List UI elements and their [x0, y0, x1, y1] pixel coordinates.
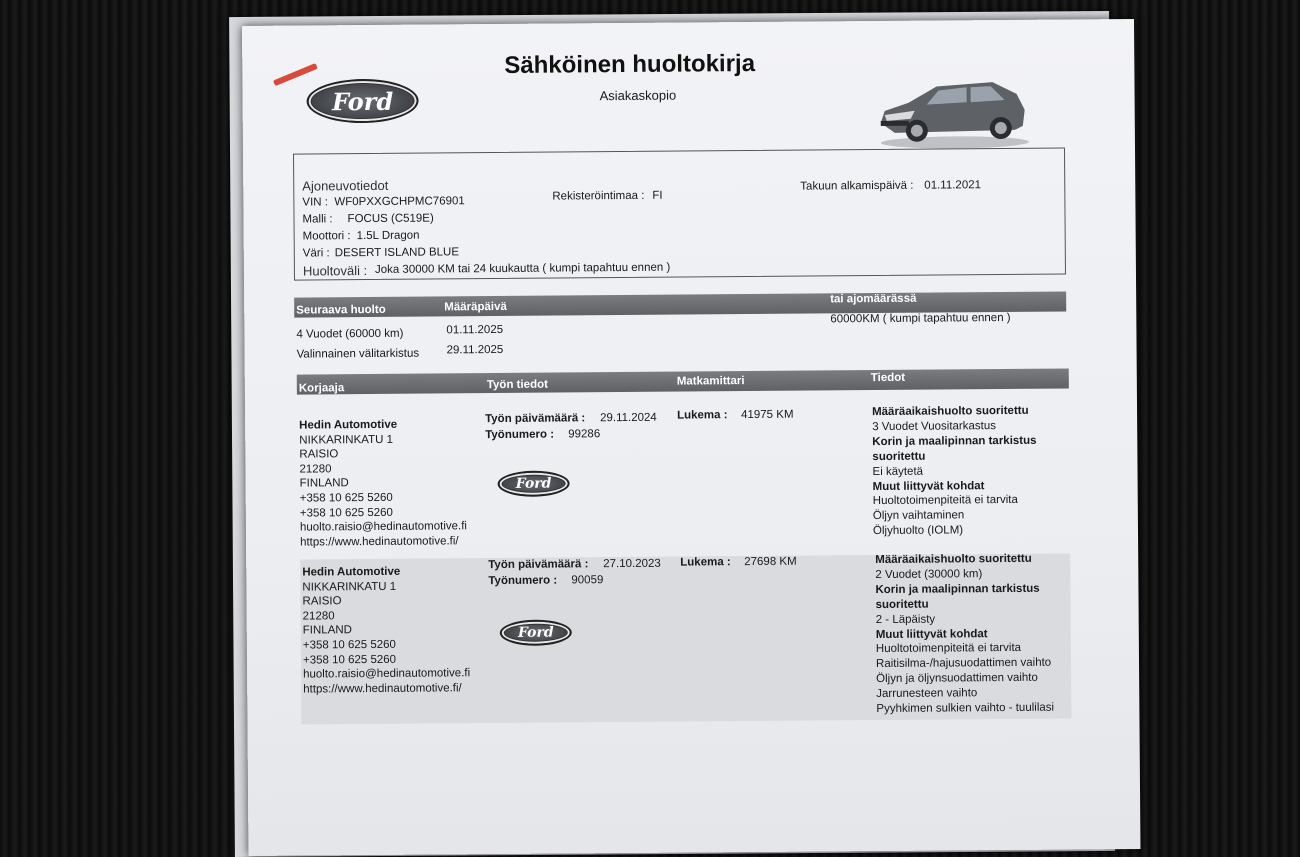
- dealer-postcode: 21280: [302, 610, 335, 623]
- dealer-city: RAISIO: [302, 595, 342, 608]
- detail-line: Korin ja maalipinnan tarkistus: [875, 582, 1040, 596]
- dealer-website: https://www.hedinautomotive.fi/: [303, 682, 462, 696]
- detail-line: Muut liittyvät kohdat: [872, 479, 985, 493]
- odometer-value: 41975 KM: [741, 408, 794, 422]
- dealer-phone-2: +358 10 625 5260: [302, 653, 397, 667]
- work-number-value: 99286: [568, 428, 601, 441]
- dealer-postcode: 21280: [299, 463, 332, 476]
- detail-line: Ei käytetä: [872, 465, 924, 478]
- history-col-odometer: Matkamittari: [676, 375, 745, 388]
- dealer-phone-2: +358 10 625 5260: [299, 506, 393, 520]
- detail-line: Raitisilma-/hajusuodattimen vaihto: [875, 657, 1052, 671]
- detail-line: Jarrunesteen vaihto: [876, 687, 978, 701]
- dealer-city: RAISIO: [299, 448, 339, 461]
- detail-line: Öljyhuolto (IOLM): [872, 524, 964, 538]
- color-label: Väri :: [302, 247, 330, 260]
- engine-label: Moottori :: [302, 230, 351, 243]
- detail-line: suoritettu: [875, 598, 929, 611]
- odometer-value: 27698 KM: [744, 555, 797, 569]
- dealer-street: NIKKARINKATU 1: [299, 433, 394, 447]
- next-service-row-1-name: 4 Vuodet (60000 km): [296, 327, 404, 341]
- detail-line: Öljyn vaihtaminen: [872, 509, 965, 523]
- country-label: Rekisteröintimaa :: [552, 189, 645, 203]
- history-entry-2-details: [875, 552, 1054, 717]
- history-entry-1-details: [872, 404, 1037, 539]
- car-illustration-icon: [874, 70, 1035, 151]
- detail-line: Huoltotoimenpiteitä ei tarvita: [875, 642, 1022, 656]
- dealer-name: Hedin Automotive: [299, 418, 398, 432]
- next-service-col-3: tai ajomäärässä: [830, 292, 917, 306]
- history-col-work: Työn tiedot: [486, 378, 548, 392]
- detail-line: Muut liittyvät kohdat: [875, 627, 988, 641]
- dealer-street: NIKKARINKATU 1: [302, 580, 397, 594]
- history-col-dealer: Korjaaja: [298, 382, 345, 395]
- dealer-website: https://www.hedinautomotive.fi/: [300, 535, 459, 549]
- page-title: Sähköinen huoltokirja: [504, 49, 756, 79]
- vehicle-section-title: Ajoneuvotiedot: [302, 177, 389, 194]
- interval-label: Huoltoväli :: [302, 263, 368, 279]
- detail-line: Öljyn ja öljynsuodattimen vaihto: [876, 672, 1038, 686]
- next-service-col-2: Määräpäivä: [444, 300, 507, 314]
- next-service-row-2-date: 29.11.2025: [446, 343, 504, 357]
- detail-line: Pyyhkimen sulkien vaihto - tuulilasi: [876, 701, 1055, 716]
- ford-logo-icon: [306, 79, 418, 124]
- next-service-row-2-name: Valinnainen välitarkistus: [296, 347, 420, 361]
- next-service-row-1-date: 01.11.2025: [446, 323, 504, 337]
- odometer-label: Lukema :: [680, 556, 731, 569]
- vin-value: WF0PXXGCHPMC76901: [334, 195, 465, 209]
- dealer-country: FINLAND: [302, 624, 353, 637]
- detail-line: Määräaikaishuolto suoritettu: [872, 404, 1029, 419]
- pen-mark: [273, 63, 318, 86]
- model-label: Malli :: [302, 213, 333, 226]
- engine-value: 1.5L Dragon: [356, 229, 420, 243]
- work-number-label: Työnumero :: [485, 428, 555, 442]
- detail-line: Korin ja maalipinnan tarkistus: [872, 434, 1037, 448]
- odometer-label: Lukema :: [677, 409, 728, 422]
- dealer-phone-1: +358 10 625 5260: [302, 638, 396, 652]
- dealer-email: huolto.raisio@hedinautomotive.fi: [299, 520, 468, 534]
- detail-line: Huoltotoimenpiteitä ei tarvita: [872, 494, 1018, 508]
- work-date-label: Työn päivämäärä :: [485, 412, 586, 426]
- vehicle-info-box: [293, 148, 1066, 281]
- service-book-page: [242, 19, 1140, 856]
- history-entry-2-dealer: [302, 564, 470, 697]
- work-date-label: Työn päivämäärä :: [488, 558, 589, 572]
- interval-value: Joka 30000 KM tai 24 kuukautta ( kumpi tapahtuu ennen ): [374, 261, 671, 276]
- work-date-value: 29.11.2024: [600, 411, 657, 425]
- detail-line: 2 Vuodet (30000 km): [875, 568, 983, 581]
- model-value: FOCUS (C519E): [347, 212, 434, 226]
- warranty-label: Takuun alkamispäivä :: [800, 179, 914, 193]
- vin-label: VIN :: [302, 196, 328, 209]
- work-number-value: 90059: [571, 574, 604, 587]
- detail-line: 2 - Läpäisty: [875, 613, 936, 626]
- ford-logo-icon: [498, 470, 570, 497]
- next-service-row-1-mileage: 60000KM ( kumpi tapahtuu ennen ): [830, 311, 1011, 326]
- work-date-value: 27.10.2023: [603, 557, 661, 571]
- country-value: FI: [652, 189, 663, 202]
- ford-logo-text: Ford: [331, 86, 394, 116]
- detail-line: Määräaikaishuolto suoritettu: [875, 552, 1032, 567]
- warranty-value: 01.11.2021: [924, 179, 982, 192]
- page-subtitle: Asiakaskopio: [599, 87, 677, 104]
- work-number-label: Työnumero :: [488, 574, 558, 588]
- dealer-phone-1: +358 10 625 5260: [299, 491, 393, 505]
- ford-logo-text: Ford: [515, 475, 552, 492]
- detail-line: 3 Vuodet Vuositarkastus: [872, 419, 997, 433]
- ford-logo-text: Ford: [517, 624, 554, 641]
- dealer-email: huolto.raisio@hedinautomotive.fi: [303, 667, 471, 681]
- history-header: [297, 369, 1069, 395]
- history-entry-1-dealer: [299, 417, 467, 550]
- next-service-col-1: Seuraava huolto: [296, 303, 386, 317]
- color-value: DESERT ISLAND BLUE: [334, 246, 460, 260]
- history-col-details: Tiedot: [870, 371, 906, 385]
- dealer-name: Hedin Automotive: [302, 565, 401, 579]
- detail-line: suoritettu: [872, 450, 926, 463]
- dealer-country: FINLAND: [299, 477, 349, 490]
